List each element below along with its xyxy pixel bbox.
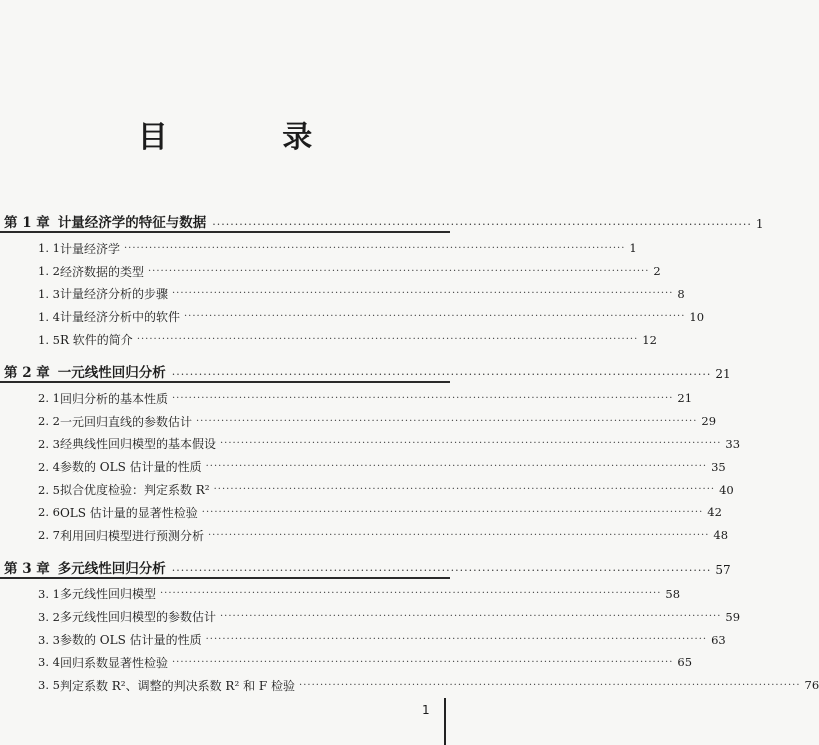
- chapter-page: 1: [755, 217, 764, 231]
- section-title: 拟合优度检验：判定系数 R²: [59, 483, 210, 498]
- section-entry[interactable]: [0, 524, 729, 547]
- dot-leader: ························································································································: [171, 367, 712, 381]
- section-title: 回归系数显著性检验: [59, 655, 168, 670]
- dot-leader: ························································································································: [219, 611, 722, 623]
- section-entry[interactable]: [0, 583, 681, 606]
- section-page: 10: [689, 309, 705, 324]
- section-number: 2. 3: [38, 436, 60, 451]
- chapter-number: 第 2 章: [4, 364, 50, 381]
- section-entry[interactable]: [0, 328, 657, 351]
- dot-leader: ························································································································: [195, 415, 698, 427]
- section-page: 59: [725, 609, 741, 624]
- dot-leader: ························································································································: [212, 218, 752, 231]
- dot-leader: ························································································································: [171, 288, 674, 300]
- dot-leader: ························································································································: [171, 563, 712, 577]
- chapter-page: 57: [715, 562, 731, 577]
- section-page: 8: [677, 286, 685, 301]
- section-entry[interactable]: [0, 433, 741, 456]
- section-title: 回归分析的基本性质: [59, 391, 168, 406]
- section-title: 多元线性回归模型的参数估计: [59, 610, 216, 625]
- section-page: 42: [707, 505, 722, 520]
- page-number: 1: [422, 703, 430, 717]
- dot-leader: ························································································································: [205, 461, 708, 473]
- section-entry[interactable]: [0, 674, 819, 697]
- section-entry[interactable]: [0, 387, 693, 410]
- dot-leader: ························································································································: [159, 588, 662, 600]
- section-number: 2. 7: [38, 528, 60, 543]
- section-title: 利用回归模型进行预测分析: [59, 528, 204, 543]
- section-entry[interactable]: [0, 283, 685, 306]
- section-entry[interactable]: [0, 305, 705, 328]
- page-title: 目 录: [137, 120, 365, 155]
- chapter-title: 多元线性回归分析: [57, 560, 166, 577]
- section-page: 29: [701, 414, 717, 429]
- dot-leader: ························································································································: [171, 392, 674, 404]
- section-number: 3. 3: [38, 632, 60, 647]
- section-page: 65: [677, 655, 693, 670]
- section-title: OLS 估计量的显著性检验: [59, 505, 198, 520]
- chapter-page: 21: [715, 366, 731, 381]
- dot-leader: ························································································································: [123, 242, 626, 254]
- section-page: 1: [629, 241, 637, 256]
- section-entry[interactable]: [0, 478, 734, 501]
- dot-leader: ························································································································: [171, 656, 674, 668]
- section-entry[interactable]: [0, 605, 741, 628]
- dot-leader: ························································································································: [207, 529, 710, 541]
- chapter-title: 计量经济学的特征与数据: [57, 215, 207, 231]
- dot-leader: ························································································································: [201, 506, 704, 518]
- section-entry[interactable]: [0, 628, 726, 651]
- section-entry[interactable]: [0, 260, 661, 283]
- section-entry[interactable]: [0, 410, 717, 433]
- section-page: 48: [713, 528, 729, 543]
- chapter-number: 第 3 章: [4, 560, 50, 577]
- section-title: 经济数据的类型: [59, 264, 144, 279]
- chapter-heading[interactable]: [0, 357, 731, 383]
- section-number: 3. 2: [38, 609, 60, 624]
- section-number: 3. 4: [38, 655, 60, 670]
- section-title: 参数的 OLS 估计量的性质: [59, 460, 202, 475]
- section-page: 33: [725, 436, 741, 451]
- section-page: 63: [711, 632, 726, 647]
- dot-leader: ························································································································: [147, 265, 650, 277]
- section-number: 1. 3: [38, 286, 60, 301]
- section-number: 1. 1: [38, 241, 60, 256]
- section-entry[interactable]: [0, 237, 637, 260]
- chapter-number: 第 1 章: [4, 215, 50, 231]
- section-title: 多元线性回归模型: [59, 587, 156, 602]
- dot-leader: ························································································································: [205, 634, 708, 646]
- section-number: 3. 1: [38, 586, 60, 601]
- section-page: 40: [719, 482, 734, 497]
- dot-leader: ························································································································: [183, 311, 686, 323]
- section-page: 2: [653, 264, 661, 279]
- section-title: 计量经济分析的步骤: [59, 287, 168, 302]
- section-entry[interactable]: [0, 651, 693, 674]
- section-number: 1. 2: [38, 264, 60, 279]
- section-page: 58: [665, 586, 681, 601]
- section-title: 判定系数 R²、调整的判决系数 R² 和 F 检验: [59, 678, 296, 693]
- section-number: 2. 2: [38, 414, 60, 429]
- section-title: 经典线性回归模型的基本假设: [59, 437, 216, 452]
- section-number: 1. 5: [38, 332, 60, 347]
- chapter-title: 一元线性回归分析: [57, 364, 166, 381]
- section-title: 计量经济分析中的软件: [59, 310, 180, 325]
- section-number: 2. 6: [38, 505, 60, 520]
- table-of-contents: [0, 207, 819, 697]
- dot-leader: ························································································································: [213, 484, 716, 496]
- section-page: 35: [711, 459, 726, 474]
- dot-leader: ························································································································: [136, 334, 639, 346]
- section-number: 2. 4: [38, 459, 60, 474]
- section-title: 一元回归直线的参数估计: [59, 414, 192, 429]
- section-title: R 软件的简介: [59, 333, 133, 348]
- dot-leader: ························································································································: [219, 438, 722, 450]
- section-title: 参数的 OLS 估计量的性质: [59, 633, 202, 648]
- page-edge-rule: [444, 698, 446, 745]
- chapter-heading[interactable]: [0, 207, 764, 233]
- section-entry[interactable]: [0, 455, 726, 478]
- section-number: 1. 4: [38, 309, 60, 324]
- section-number: 2. 5: [38, 482, 60, 497]
- section-page: 76: [804, 678, 819, 693]
- section-number: 3. 5: [38, 678, 60, 693]
- chapter-heading[interactable]: [0, 553, 731, 579]
- section-page: 12: [642, 332, 657, 347]
- section-title: 计量经济学: [59, 241, 120, 256]
- section-number: 2. 1: [38, 391, 60, 406]
- section-page: 21: [677, 391, 693, 406]
- dot-leader: ························································································································: [299, 679, 801, 691]
- section-entry[interactable]: [0, 501, 722, 524]
